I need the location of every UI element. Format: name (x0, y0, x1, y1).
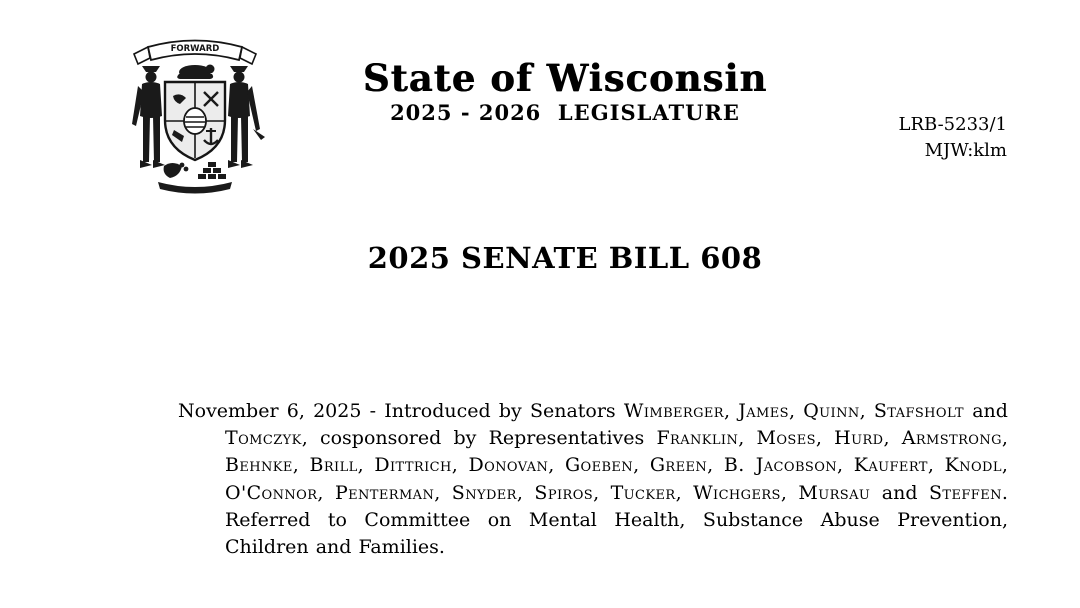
legislator-name: Hurd (834, 427, 884, 450)
intro-text: , (593, 481, 611, 504)
intro-text: , (1001, 427, 1008, 450)
badger-crest-icon (177, 65, 214, 80)
legislator-name: Wichgers (693, 481, 781, 504)
intro-text: November 6, 2025 - Introduced by Senators (178, 400, 624, 422)
intro-text: , (1001, 454, 1008, 477)
seal-base-scroll (158, 182, 232, 194)
legislature-session: 2025 - 2026 LEGISLATURE (390, 100, 740, 125)
state-seal-graphic (120, 34, 270, 198)
legislator-name: Stafsholt (873, 400, 965, 422)
intro-text: . Referred to Committee on Mental Health, Substance Abuse Prevention, Children and Families. (225, 481, 1008, 559)
drafter-initials: MJW:klm (924, 140, 1007, 161)
state-title: State of Wisconsin (362, 56, 768, 100)
intro-text: , (788, 400, 804, 422)
legislator-name: Snyder (451, 481, 517, 504)
legislator-name: Behnke (225, 454, 293, 477)
intro-text: , (723, 400, 739, 422)
masthead (330, 56, 800, 125)
legislator-name: Tomczyk (225, 427, 302, 450)
legislator-name: Dittrich (374, 454, 452, 477)
legislator-name: Penterman (334, 481, 435, 504)
seal-motto-text: FORWARD (170, 44, 220, 54)
intro-text: , cosponsored by Representatives (301, 427, 657, 450)
legislator-name: Knodl (944, 454, 1002, 477)
intro-text: , (859, 400, 874, 422)
intro-text: , (516, 481, 535, 504)
legislator-name: Brill (309, 454, 358, 477)
legislator-name: Kaufert (853, 454, 928, 477)
legislator-name: Franklin (656, 427, 739, 450)
introduction-paragraph (178, 398, 1008, 561)
legislator-name: Quinn (803, 400, 860, 422)
legislator-name: Tucker (610, 481, 676, 504)
lrb-number: LRB-5233/1 (898, 114, 1007, 135)
intro-text: , (883, 427, 902, 450)
legislator-name: Green (649, 454, 708, 477)
bill-heading: 2025 SENATE BILL 608 (367, 241, 763, 275)
miner-supporter-icon (228, 66, 265, 168)
intro-text: and (964, 400, 1008, 422)
intro-text: , (548, 454, 565, 477)
legislator-name: Goeben (564, 454, 634, 477)
intro-text: , (675, 481, 694, 504)
intro-text: , (927, 454, 945, 477)
intro-text: , (837, 454, 854, 477)
intro-text: and (870, 481, 929, 504)
intro-text: , (357, 454, 375, 477)
intro-text: , (633, 454, 650, 477)
state-shield-icon (165, 82, 225, 160)
sailor-supporter-icon (132, 66, 165, 168)
legislator-name: Wimberger (623, 400, 724, 422)
legislator-name: O'Connor (225, 481, 318, 504)
cornucopia-icon (164, 163, 189, 178)
intro-text: , (780, 481, 799, 504)
legislator-name: Steffen (929, 481, 1002, 504)
wisconsin-state-seal (120, 34, 270, 198)
legislator-name: B. Jacobson (723, 454, 838, 477)
legislator-name: Donovan (468, 454, 549, 477)
legislator-name: Armstrong (901, 427, 1002, 450)
intro-text: , (451, 454, 469, 477)
legislator-name: Moses (756, 427, 816, 450)
legislator-name: Spiros (534, 481, 594, 504)
intro-text: , (292, 454, 310, 477)
lrb-reference-block (899, 112, 1007, 164)
intro-text: , (707, 454, 724, 477)
intro-text: , (434, 481, 452, 504)
lead-ingots-icon (198, 162, 226, 179)
forward-banner (134, 41, 256, 65)
intro-text: , (815, 427, 835, 450)
legislator-name: Mursau (798, 481, 871, 504)
intro-text: , (317, 481, 335, 504)
legislator-name: James (738, 400, 789, 422)
intro-text: , (738, 427, 757, 450)
